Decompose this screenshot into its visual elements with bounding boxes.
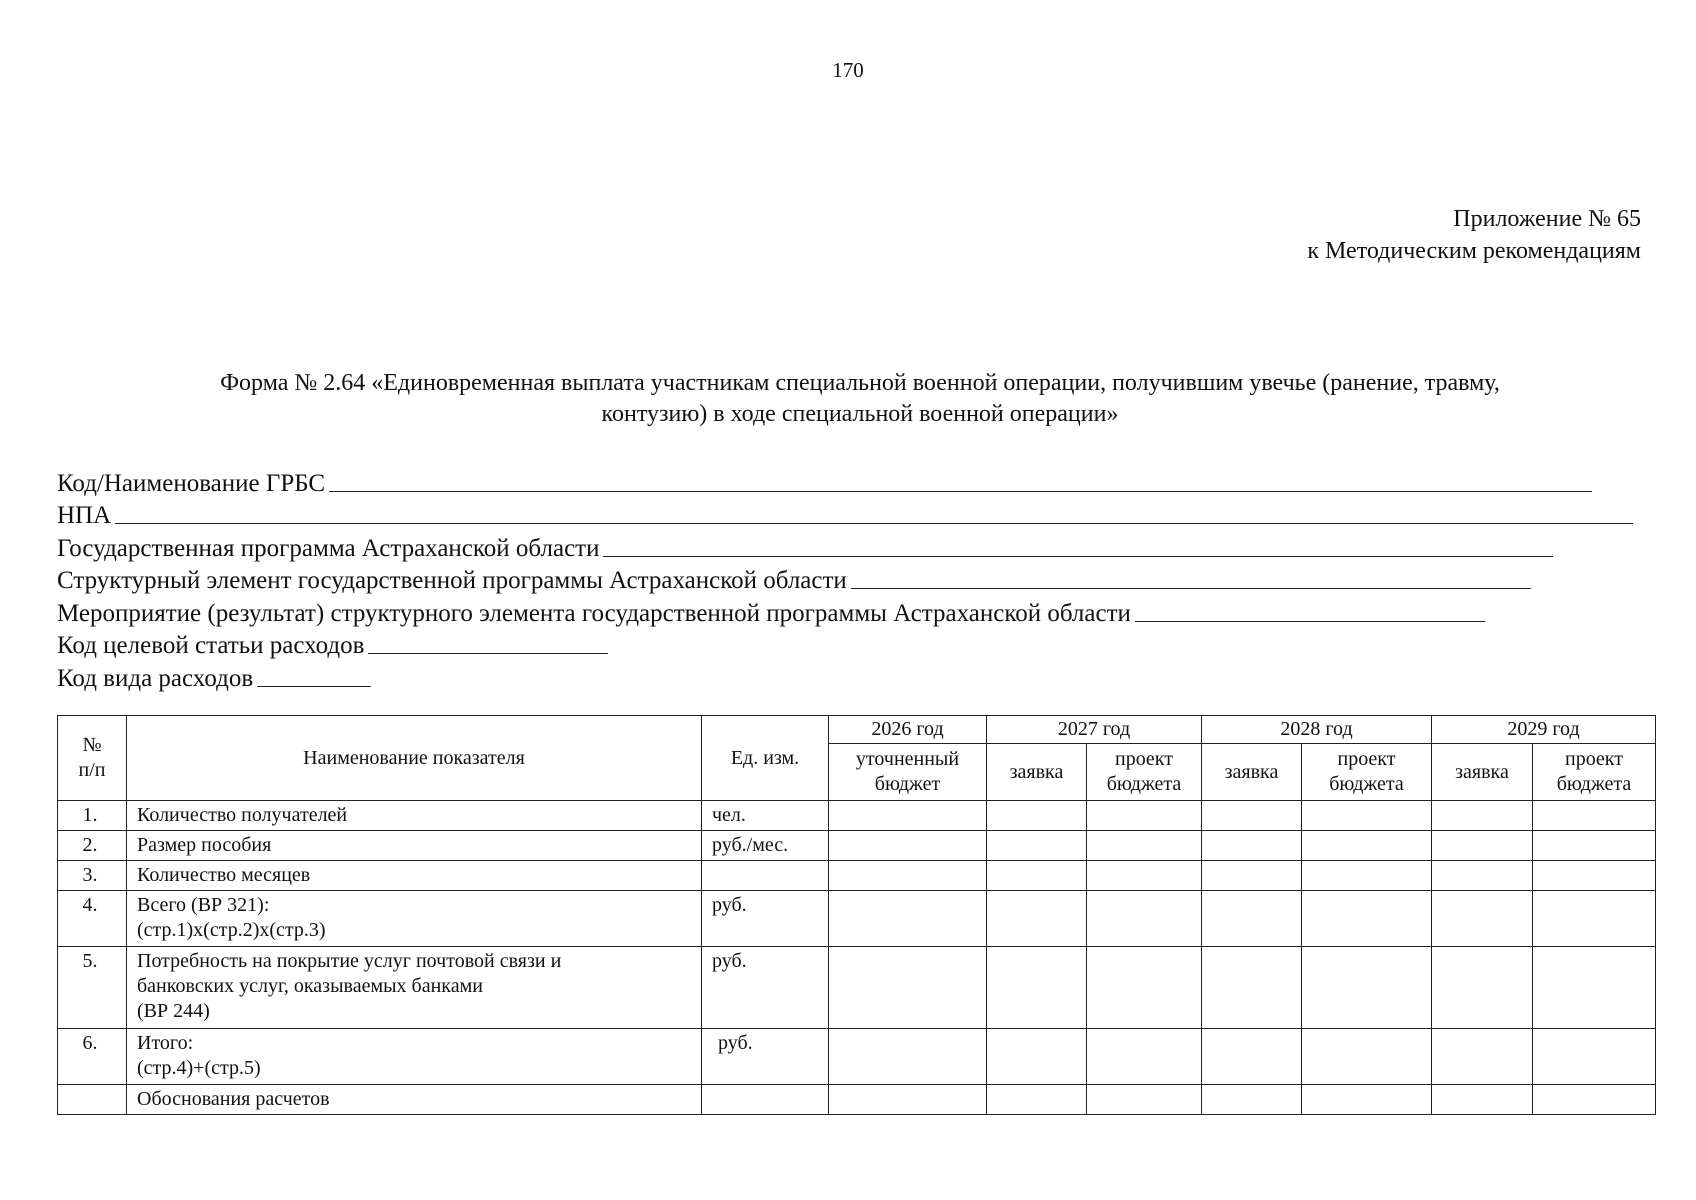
value-cell[interactable] bbox=[987, 801, 1087, 831]
value-cell[interactable] bbox=[1087, 861, 1202, 891]
field-label-grbs: Код/Наименование ГРБС bbox=[57, 469, 326, 497]
field-blank-structural-element[interactable] bbox=[851, 582, 1531, 589]
appendix-reference: к Методическим рекомендациям bbox=[1307, 238, 1641, 264]
row-unit bbox=[702, 861, 829, 891]
field-label-npa: НПА bbox=[57, 502, 112, 529]
row-number bbox=[58, 1085, 127, 1115]
value-cell[interactable] bbox=[1533, 801, 1656, 831]
field-label-state-program: Государственная программа Астраханской области bbox=[57, 534, 600, 562]
row-number: 6. bbox=[58, 1029, 127, 1085]
value-cell[interactable] bbox=[829, 891, 987, 947]
value-cell[interactable] bbox=[1533, 861, 1656, 891]
value-cell[interactable] bbox=[829, 1085, 987, 1115]
field-blank-expense-type-code[interactable] bbox=[257, 680, 371, 687]
field-npa bbox=[57, 498, 1657, 531]
table-row bbox=[58, 861, 1656, 891]
row-indicator-name: Количество получателей bbox=[127, 801, 702, 831]
header-2029-request: заявка bbox=[1432, 744, 1533, 801]
field-label-structural-element: Структурный элемент государственной программы Астраханской области bbox=[57, 567, 847, 594]
value-cell[interactable] bbox=[1302, 947, 1432, 1029]
indicators-table bbox=[57, 715, 1656, 1115]
value-cell[interactable] bbox=[1302, 801, 1432, 831]
appendix-number: Приложение № 65 bbox=[1453, 206, 1641, 232]
form-title-line-1: Форма № 2.64 «Единовременная выплата участникам специальной военной операции, получившим увечье (ранение, травму, bbox=[220, 370, 1500, 396]
field-state-program bbox=[57, 530, 1657, 563]
table-row bbox=[58, 1085, 1656, 1115]
value-cell[interactable] bbox=[987, 1029, 1087, 1085]
form-title-line-2: контузию) в ходе специальной военной операции» bbox=[601, 401, 1119, 427]
row-indicator-name: Потребность на покрытие услуг почтовой связи и банковских услуг, оказываемых банками (ВР 244) bbox=[127, 947, 702, 1029]
form-title bbox=[60, 368, 1660, 430]
value-cell[interactable] bbox=[829, 947, 987, 1029]
page-number: 170 bbox=[832, 58, 864, 82]
value-cell[interactable] bbox=[1432, 1029, 1533, 1085]
form-fields bbox=[57, 465, 1657, 693]
value-cell[interactable] bbox=[1432, 861, 1533, 891]
header-num: № п/п bbox=[58, 716, 127, 801]
value-cell[interactable] bbox=[1432, 801, 1533, 831]
row-unit bbox=[702, 1085, 829, 1115]
header-2028-request: заявка bbox=[1202, 744, 1302, 801]
field-label-target-article-code: Код целевой статьи расходов bbox=[57, 632, 365, 659]
row-indicator-name: Размер пособия bbox=[127, 831, 702, 861]
value-cell[interactable] bbox=[829, 801, 987, 831]
value-cell[interactable] bbox=[829, 831, 987, 861]
row-unit: руб. bbox=[702, 891, 829, 947]
row-number: 4. bbox=[58, 891, 127, 947]
value-cell[interactable] bbox=[1202, 861, 1302, 891]
value-cell[interactable] bbox=[1302, 831, 1432, 861]
row-number: 3. bbox=[58, 861, 127, 891]
header-2026-refined-budget: уточненный бюджет bbox=[829, 744, 987, 801]
value-cell[interactable] bbox=[987, 831, 1087, 861]
value-cell[interactable] bbox=[1302, 861, 1432, 891]
header-year-2029: 2029 год bbox=[1432, 716, 1656, 744]
value-cell[interactable] bbox=[1202, 1085, 1302, 1115]
value-cell[interactable] bbox=[1202, 801, 1302, 831]
field-blank-activity[interactable] bbox=[1135, 615, 1485, 622]
row-indicator-name: Всего (ВР 321): (стр.1)х(стр.2)х(стр.3) bbox=[127, 891, 702, 947]
table-row bbox=[58, 831, 1656, 861]
value-cell[interactable] bbox=[829, 1029, 987, 1085]
field-blank-grbs[interactable] bbox=[329, 485, 1592, 492]
appendix-header bbox=[1307, 203, 1641, 267]
field-blank-npa[interactable] bbox=[115, 517, 1633, 524]
value-cell[interactable] bbox=[1202, 831, 1302, 861]
row-indicator-name: Итого: (стр.4)+(стр.5) bbox=[127, 1029, 702, 1085]
value-cell[interactable] bbox=[1202, 891, 1302, 947]
field-grbs bbox=[57, 465, 1657, 498]
value-cell[interactable] bbox=[987, 1085, 1087, 1115]
header-year-2028: 2028 год bbox=[1202, 716, 1432, 744]
table-row bbox=[58, 891, 1656, 947]
value-cell[interactable] bbox=[1302, 891, 1432, 947]
row-number: 1. bbox=[58, 801, 127, 831]
value-cell[interactable] bbox=[987, 947, 1087, 1029]
header-2027-draft-budget: проект бюджета bbox=[1087, 744, 1202, 801]
field-expense-type-code bbox=[57, 660, 1657, 693]
value-cell[interactable] bbox=[1432, 947, 1533, 1029]
value-cell[interactable] bbox=[1533, 1085, 1656, 1115]
value-cell[interactable] bbox=[1432, 1085, 1533, 1115]
field-activity bbox=[57, 595, 1657, 628]
value-cell[interactable] bbox=[1087, 1029, 1202, 1085]
field-label-expense-type-code: Код вида расходов bbox=[57, 664, 254, 692]
row-unit: руб./мес. bbox=[702, 831, 829, 861]
value-cell[interactable] bbox=[1202, 1029, 1302, 1085]
header-year-2027: 2027 год bbox=[987, 716, 1202, 744]
value-cell[interactable] bbox=[1087, 947, 1202, 1029]
value-cell[interactable] bbox=[1087, 891, 1202, 947]
value-cell[interactable] bbox=[1087, 831, 1202, 861]
field-target-article-code bbox=[57, 628, 1657, 661]
table-row bbox=[58, 801, 1656, 831]
header-year-2026: 2026 год bbox=[829, 716, 987, 744]
value-cell[interactable] bbox=[1302, 1029, 1432, 1085]
row-number: 5. bbox=[58, 947, 127, 1029]
row-number: 2. bbox=[58, 831, 127, 861]
value-cell[interactable] bbox=[1302, 1085, 1432, 1115]
value-cell[interactable] bbox=[1533, 891, 1656, 947]
value-cell[interactable] bbox=[1533, 1029, 1656, 1085]
row-unit: руб. bbox=[702, 947, 829, 1029]
field-blank-state-program[interactable] bbox=[603, 550, 1553, 557]
value-cell[interactable] bbox=[1087, 1085, 1202, 1115]
value-cell[interactable] bbox=[829, 861, 987, 891]
value-cell[interactable] bbox=[1087, 801, 1202, 831]
field-label-activity: Мероприятие (результат) структурного элемента государственной программы Астраханской области bbox=[57, 599, 1131, 627]
header-2028-draft-budget: проект бюджета bbox=[1302, 744, 1432, 801]
value-cell[interactable] bbox=[1432, 891, 1533, 947]
header-2027-request: заявка bbox=[987, 744, 1087, 801]
row-unit: чел. bbox=[702, 801, 829, 831]
header-unit: Ед. изм. bbox=[702, 716, 829, 801]
field-structural-element bbox=[57, 563, 1657, 596]
row-indicator-name: Обоснования расчетов bbox=[127, 1085, 702, 1115]
value-cell[interactable] bbox=[1533, 947, 1656, 1029]
header-indicator-name: Наименование показателя bbox=[127, 716, 702, 801]
table-row bbox=[58, 1029, 1656, 1085]
header-2029-draft-budget: проект бюджета bbox=[1533, 744, 1656, 801]
value-cell[interactable] bbox=[1533, 831, 1656, 861]
header-row-years bbox=[58, 716, 1656, 744]
value-cell[interactable] bbox=[1202, 947, 1302, 1029]
row-unit: руб. bbox=[702, 1029, 829, 1085]
value-cell[interactable] bbox=[987, 861, 1087, 891]
row-indicator-name: Количество месяцев bbox=[127, 861, 702, 891]
field-blank-target-article-code[interactable] bbox=[368, 647, 608, 654]
table-row bbox=[58, 947, 1656, 1029]
value-cell[interactable] bbox=[987, 891, 1087, 947]
value-cell[interactable] bbox=[1432, 831, 1533, 861]
